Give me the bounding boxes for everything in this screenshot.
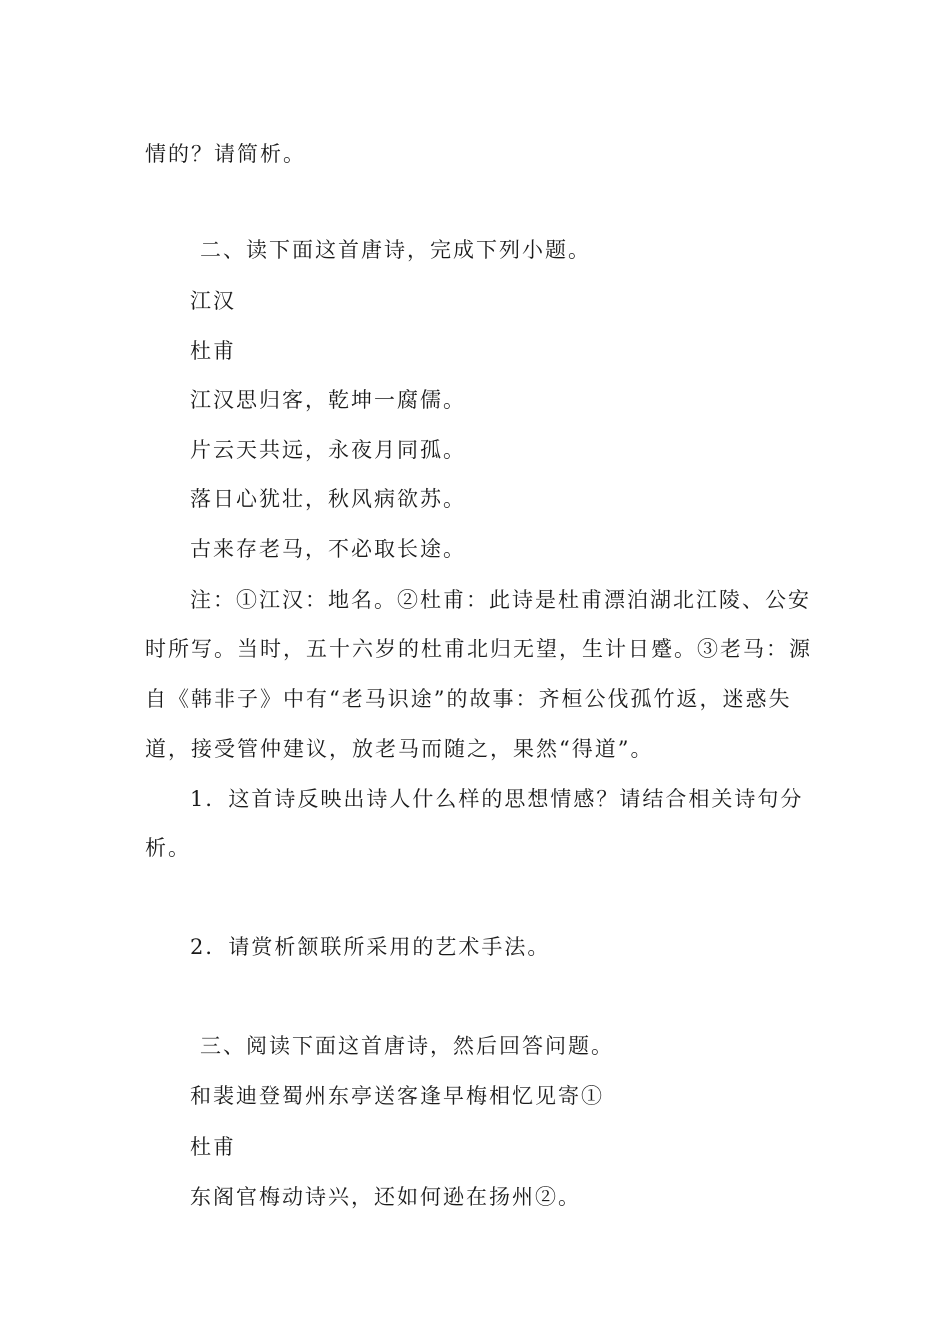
poem-title: 和裴迪登蜀州东亭送客逢早梅相忆见寄① [190, 1084, 604, 1108]
question-text: 析。 [145, 836, 191, 860]
section-heading: 三、阅读下面这首唐诗，然后回答问题。 [200, 1034, 614, 1058]
text-line: 情的？请简析。 [145, 142, 306, 166]
poem-author: 杜甫 [190, 339, 236, 363]
poem-line: 片云天共远，永夜月同孤。 [190, 438, 466, 462]
poem-line: 江汉思归客，乾坤一腐儒。 [190, 388, 466, 412]
poem-line: 落日心犹壮，秋风病欲苏。 [190, 487, 466, 511]
poem-title: 江汉 [190, 289, 236, 313]
annotation-text: 注：①江汉：地名。②杜甫：此诗是杜甫漂泊湖北江陵、公安 [190, 588, 811, 612]
annotation-text: 自《韩非子》中有“老马识途”的故事：齐桓公伐孤竹返，迷惑失 [145, 687, 792, 711]
poem-line: 古来存老马，不必取长途。 [190, 537, 466, 561]
poem-author: 杜甫 [190, 1135, 236, 1159]
question-text: 1．这首诗反映出诗人什么样的思想情感？请结合相关诗句分 [190, 787, 804, 811]
section-heading: 二、读下面这首唐诗，完成下列小题。 [200, 238, 591, 262]
poem-line: 东阁官梅动诗兴，还如何逊在扬州②。 [190, 1185, 581, 1209]
annotation-text: 道，接受管仲建议，放老马而随之，果然“得道”。 [145, 737, 654, 761]
annotation-text: 时所写。当时，五十六岁的杜甫北归无望，生计日蹙。③老马：源 [145, 637, 812, 661]
question-text: 2．请赏析颔联所采用的艺术手法。 [190, 935, 551, 959]
